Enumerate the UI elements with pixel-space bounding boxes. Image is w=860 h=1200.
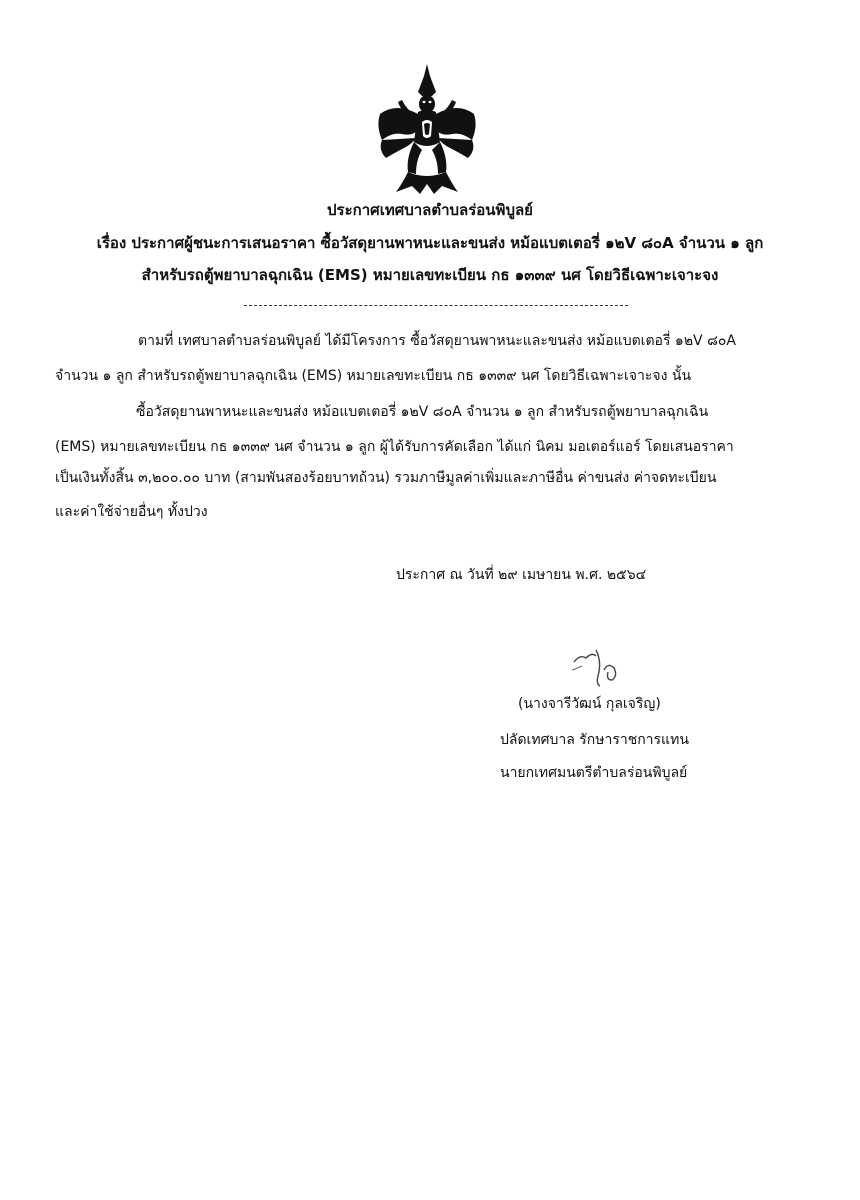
paragraph-2-line-3: เป็นเงินทั้งสิ้น ๓,๒๐๐.๐๐ บาท (สามพันสองร้อยบาทถ้วน) รวมภาษีมูลค่าเพิ่มและภาษีอื่น ค่าขนส่ง ค่าจดทะเบียน [55,470,717,486]
handwritten-signature [568,640,648,688]
garuda-emblem-icon [372,62,482,200]
signatory-position-1: ปลัดเทศบาล รักษาราชการแทน [500,732,689,748]
signatory-name: (นางจารีวัฒน์ กุลเจริญ) [518,696,661,712]
paragraph-1-line-2: จำนวน ๑ ลูก สำหรับรถตู้พยาบาลฉุกเฉิน (EMS) หมายเลขทะเบียน กธ ๑๓๓๙ นศ โดยวิธีเฉพาะเจาะจง นั้น [55,368,692,384]
dashed-divider [244,305,628,306]
announcement-date: ประกาศ ณ วันที่ ๒๙ เมษายน พ.ศ. ๒๕๖๔ [396,567,647,583]
subject-line-1: เรื่อง ประกาศผู้ชนะการเสนอราคา ซื้อวัสดุยานพาหนะและขนส่ง หม้อแบตเตอรี่ ๑๒V ๘๐A จำนวน ๑ ลูก [96,234,764,252]
paragraph-2-line-2: (EMS) หมายเลขทะเบียน กธ ๑๓๓๙ นศ จำนวน ๑ ลูก ผู้ได้รับการคัดเลือก ได้แก่ นิคม มอเตอร์แอร์ โดยเสนอราคา [55,439,734,455]
paragraph-1-line-1: ตามที่ เทศบาลตำบลร่อนพิบูลย์ ได้มีโครงการ ซื้อวัสดุยานพาหนะและขนส่ง หม้อแบตเตอรี่ ๑๒V ๘๐A [138,333,736,349]
paragraph-2-line-4: และค่าใช้จ่ายอื่นๆ ทั้งปวง [55,504,208,520]
document-title: ประกาศเทศบาลตำบลร่อนพิบูลย์ [327,201,533,219]
signatory-position-2: นายกเทศมนตรีตำบลร่อนพิบูลย์ [500,765,688,781]
paragraph-2-line-1: ซื้อวัสดุยานพาหนะและขนส่ง หม้อแบตเตอรี่ ๑๒V ๘๐A จำนวน ๑ ลูก สำหรับรถตู้พยาบาลฉุกเฉิน [136,404,709,420]
subject-line-2: สำหรับรถตู้พยาบาลฉุกเฉิน (EMS) หมายเลขทะเบียน กธ ๑๓๓๙ นศ โดยวิธีเฉพาะเจาะจง [141,266,719,284]
